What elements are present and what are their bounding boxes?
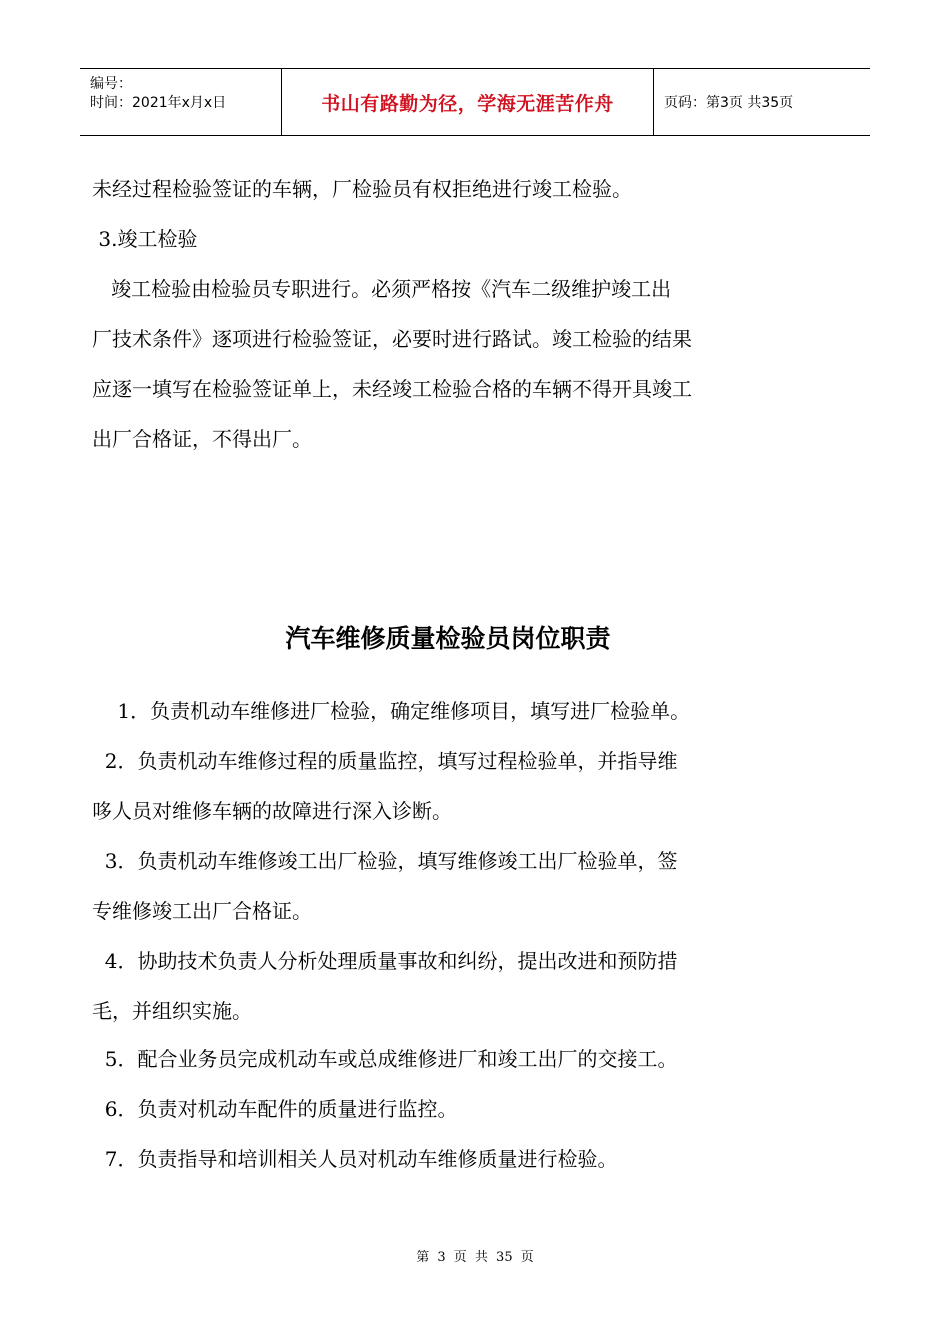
page-footer: 第 3 页 共 35 页 (416, 1250, 534, 1265)
duty-line: 6．负责对机动车配件的质量进行监控。 (92, 1097, 458, 1121)
duty-line: 7．负责指导和培训相关人员对机动车维修质量进行检验。 (92, 1147, 618, 1171)
duty-line: 2．负责机动车维修过程的质量监控，填写过程检验单，并指导维 (92, 749, 678, 773)
duty-line: 3．负责机动车维修竣工出厂检验，填写维修竣工出厂检验单，签 (92, 849, 678, 873)
section-heading: 3.竣工检验 (92, 227, 198, 251)
intro-line: 出厂合格证，不得出厂。 (92, 427, 312, 451)
intro-line: 应逐一填写在检验签证单上，未经竣工检验合格的车辆不得开具竣工 (92, 377, 692, 401)
intro-line: 竣工检验由检验员专职进行。必须严格按《汽车二级维护竣工出 (92, 277, 672, 301)
intro-line: 厂技术条件》逐项进行检验签证，必要时进行路试。竣工检验的结果 (92, 327, 692, 351)
page-header (80, 68, 870, 136)
intro-line: 未经过程检验签证的车辆，厂检验员有权拒绝进行竣工检验。 (92, 177, 632, 201)
number-label: 编号： (90, 76, 132, 92)
duty-line: 哆人员对维修车辆的故障进行深入诊断。 (92, 799, 452, 823)
duty-line: 毛，并组织实施。 (92, 999, 252, 1023)
header-meta (80, 69, 282, 135)
duty-line: 5．配合业务员完成机动车或总成维修进厂和竣工出厂的交接工。 (92, 1047, 678, 1071)
duty-line: 4．协助技术负责人分析处理质量事故和纠纷，提出改进和预防措 (92, 949, 678, 973)
header-page-info: 页码：第3页 共35页 (664, 95, 794, 111)
duty-line: 专维修竣工出厂合格证。 (92, 899, 312, 923)
document-title: 汽车维修质量检验员岗位职责 (285, 624, 611, 653)
date-label: 时间：2021年x月x日 (90, 95, 227, 111)
header-motto: 书山有路勤为径，学海无涯苦作舟 (282, 69, 654, 135)
duty-line: 1．负责机动车维修进厂检验，确定维修项目，填写进厂检验单。 (92, 699, 691, 723)
